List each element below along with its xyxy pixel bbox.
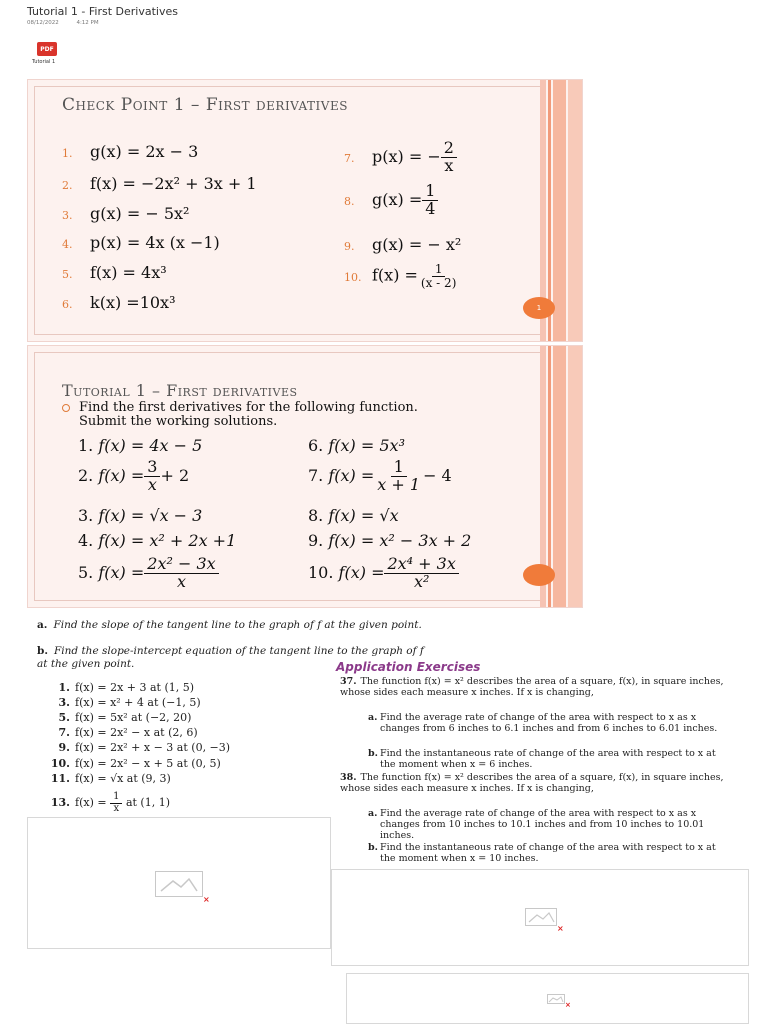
image-placeholder[interactable]: × (346, 973, 749, 1024)
note-time: 4:12 PM (76, 20, 99, 26)
slide-stripe (568, 346, 582, 607)
exercise-item: 3. f(x) = x² + 4 at (−1, 5) (58, 696, 201, 709)
exercise-item: 13. f(x) = $\frac{1}{x}$ at (1, 1) (50, 791, 171, 814)
bullet-icon (62, 404, 70, 412)
exercise-item: 11. f(x) = √x at (9, 3) (50, 772, 171, 785)
checkpoint-item: 6. k(x) =10x³ (62, 293, 176, 312)
tutorial-item: 5. f(x) = $\frac{\text{2x² − 3x}}{x}$ (78, 556, 219, 591)
slide-tutorial (27, 345, 583, 608)
fraction: $\frac{\text{2x² − 3x}}{x}$ (144, 556, 218, 591)
slide-title: Tutorial 1 – First derivatives (62, 381, 298, 400)
checkpoint-item: 2. f(x) = −2x² + 3x + 1 (62, 174, 257, 193)
tutorial-item: 8. f(x) = √x (308, 506, 399, 525)
note-metadata (27, 20, 99, 26)
instruction-a: a. Find the slope of the tangent line to the graph of f at the given point. (37, 619, 422, 631)
slide-check-point (27, 79, 583, 342)
tutorial-item: 6. f(x) = 5x³ (308, 436, 405, 455)
tutorial-item: 2. f(x) = $\frac{3}{x}$ + 2 (78, 457, 190, 494)
slide-stripe (553, 80, 566, 341)
note-date: 08/12/2022 (27, 20, 59, 26)
checkpoint-item: 10. f(x) = $\frac{1}{(x - 2)}$ (344, 263, 459, 289)
slide-stripe (553, 346, 566, 607)
fraction: $\frac{1}{(x - 2)}$ (420, 262, 457, 290)
fraction: $\frac{1}{4}$ (422, 183, 438, 218)
exercise-item: 10. f(x) = 2x² − x + 5 at (0, 5) (50, 757, 221, 770)
slide-title: Check Point 1 – First derivatives (62, 95, 348, 115)
tutorial-item: 1. f(x) = 4x − 5 (78, 436, 203, 455)
slide-number-badge (523, 564, 555, 586)
exercise-item: 1. f(x) = 2x + 3 at (1, 5) (58, 681, 195, 694)
exercise-37b: b. Find the instantaneous rate of change of the area with respect to x at the moment when x = 6 inches. (368, 748, 716, 770)
checkpoint-item: 7. p(x) = − $\frac{2}{x}$ (344, 140, 457, 175)
image-placeholder[interactable]: × (27, 817, 331, 949)
pdf-icon[interactable]: PDF (37, 42, 57, 56)
checkpoint-item: 9. g(x) = − x² (344, 235, 462, 254)
exercise-38: 38. The function f(x) = x² describes the area of a square, f(x), in square inches, whose sides each measure x inches. If x is changing, (340, 772, 724, 794)
tutorial-item: 3. f(x) = √x − 3 (78, 506, 203, 525)
tutorial-intro: Find the first derivatives for the following function. Submit the working solutions. (62, 401, 449, 429)
checkpoint-item: 3. g(x) = − 5x² (62, 204, 190, 223)
image-placeholder[interactable]: × (331, 869, 749, 966)
application-heading: Application Exercises (336, 660, 481, 674)
tutorial-item: 4. f(x) = x² + 2x +1 (78, 531, 237, 550)
exercise-38b: b. Find the instantaneous rate of change of the area with respect to x at the moment when x = 10 inches. (368, 842, 716, 864)
exercise-item: 5. f(x) = 5x² at (−2, 20) (58, 711, 192, 724)
tutorial-item: 10. f(x) = $\frac{\text{2x⁴ + 3x}}{\text{x²}}$ (308, 556, 459, 591)
instruction-b: b. Find the slope-intercept equation of the tangent line to the graph of f at the given point. (37, 645, 424, 670)
fraction: $\frac{1}{x + 1}$ (377, 457, 421, 494)
checkpoint-item: 5. f(x) = 4x³ (62, 263, 167, 282)
exercise-37: 37. The function f(x) = x² describes the area of a square, f(x), in square inches, whose sides each measure x inches. If x is changing, (340, 676, 724, 698)
slide-stripe (568, 80, 582, 341)
page-title: Tutorial 1 - First Derivatives (27, 5, 178, 18)
fraction: $\frac{3}{x}$ (144, 459, 160, 494)
slide-number-badge: 1 (523, 297, 555, 319)
attachment-label[interactable]: Tutorial 1 (32, 59, 56, 65)
fraction: $\frac{2}{x}$ (441, 140, 457, 175)
tutorial-item: 9. f(x) = x² − 3x + 2 (308, 531, 472, 550)
exercise-38a: a. Find the average rate of change of the area with respect to x as x changes from 10 inches to 10.1 inches and from 10 inches to 10.01 inches. (368, 808, 705, 841)
exercise-item: 7. f(x) = 2x² − x at (2, 6) (58, 726, 198, 739)
checkpoint-item: 8. g(x) = $\frac{1}{4}$ (344, 183, 438, 218)
exercise-37a: a. Find the average rate of change of the area with respect to x as x changes from 6 inches to 6.1 inches and from 6 inches to 6.01 inches. (368, 712, 718, 734)
checkpoint-item: 4. p(x) = 4x (x −1) (62, 233, 220, 252)
fraction: $\frac{1}{x}$ (110, 792, 122, 814)
tutorial-item: 7. f(x) = $\frac{1}{x + 1}$ − 4 (308, 457, 452, 494)
exercise-item: 9. f(x) = 2x² + x − 3 at (0, −3) (58, 741, 231, 754)
checkpoint-item: 1. g(x) = 2x − 3 (62, 142, 199, 161)
fraction: $\frac{\text{2x⁴ + 3x}}{\text{x²}}$ (384, 556, 458, 591)
